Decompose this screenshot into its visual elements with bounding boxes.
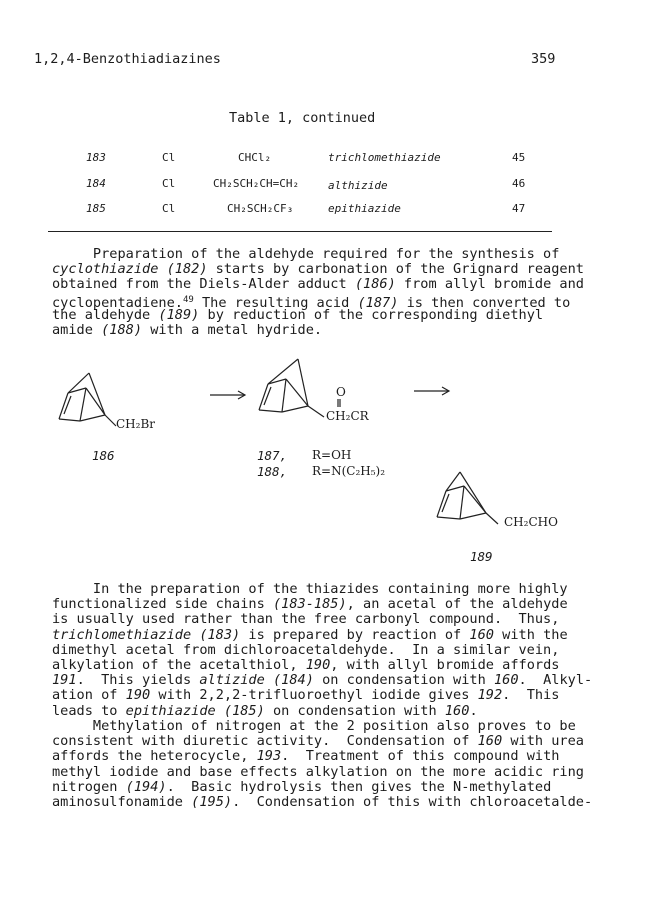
compound-name: epithiazide [328, 202, 401, 215]
text-line: dimethyl acetal from dichloroacetaldehyde. In a similar vein, [52, 641, 560, 658]
text-line: alkylation of the acetalthiol, 190, with allyl bromide affords [52, 656, 560, 673]
paragraph-1 [52, 246, 584, 338]
reaction-arrow-icon [210, 390, 248, 400]
substituent-r: CH₂SCH₂CH=CH₂ [213, 177, 300, 190]
text-line: consistent with diuretic activity. Condensation of 160 with urea [52, 733, 584, 750]
text-line: 191. This yields altizide (184) on condensation with 160. Alkyl- [52, 672, 593, 689]
compound-number: 184 [86, 177, 106, 190]
compound-number: 183 [86, 151, 106, 164]
compound-number: 185 [86, 202, 106, 215]
text-line: trichlomethiazide (183) is prepared by reaction of 160 with the [52, 626, 568, 643]
italic-run: 160 [469, 626, 494, 643]
text-line: Preparation of the aldehyde required for the synthesis of [52, 246, 560, 262]
italic-run: trichlomethiazide (183) [52, 626, 241, 643]
italic-run: 193 [256, 748, 282, 765]
text-line: ation of 190 with 2,2,2-trifluoroethyl iodide gives 192. This [52, 687, 560, 704]
substituent-x: Cl [162, 177, 176, 190]
substituent-187: CH₂CR [326, 409, 369, 423]
italic-run: (195) [191, 793, 233, 810]
compound-label-187: 187, [257, 448, 288, 463]
compound-label-188: 188, [257, 464, 288, 479]
text-line: obtained from the Diels-Alder adduct (186) from allyl bromide and [52, 276, 584, 293]
reference-number: 46 [512, 177, 526, 190]
substituent-x: Cl [162, 202, 176, 215]
text-line: affords the heterocycle, 193. Treatment of this compound with [52, 748, 560, 765]
reference-superscript: 49 [182, 294, 194, 305]
italic-run: cyclothiazide (182) [52, 261, 208, 278]
italic-run: 190 [305, 656, 331, 673]
running-title: 1,2,4-Benzothiadiazines [34, 51, 221, 67]
substituent-186: CH₂Br [116, 417, 156, 431]
text-line: cyclopentadiene.$^{49}$ The resulting acid (187) is then converted to [52, 294, 571, 311]
italic-run: 160 [444, 702, 470, 719]
text-line: the aldehyde (189) by reduction of the corresponding diethyl [52, 306, 544, 323]
carbonyl-oxygen: O [336, 385, 346, 399]
table-bottom-rule [48, 231, 552, 232]
text-line: is usually used rather than the free carbonyl compound. Thus, [52, 611, 560, 628]
text-line: In the preparation of the thiazides containing more highly [52, 581, 568, 597]
italic-run: (194) [125, 778, 167, 795]
italic-run: (187) [357, 294, 399, 311]
text-line: methyl iodide and base effects alkylation on the more acidic ring [52, 763, 584, 780]
compound-name: althizide [328, 179, 388, 192]
table-caption: Table 1, continued [229, 110, 376, 126]
italic-run: epithiazide (185) [125, 702, 265, 719]
page-number: 359 [531, 51, 556, 67]
paragraph-2 [52, 581, 593, 719]
text-line: aminosulfonamide (195). Condensation of this with chloroacetalde- [52, 793, 593, 810]
reference-number: 45 [512, 151, 526, 164]
italic-run: 160 [493, 672, 519, 689]
substituent-r: CH₂SCH₂CF₃ [227, 202, 294, 215]
substituent-r: CHCl₂ [238, 151, 272, 164]
r-group-187: R=OH [312, 448, 352, 462]
italic-run: (186) [354, 276, 396, 293]
text-line: leads to epithiazide (185) on condensation with 160. [52, 702, 478, 719]
text-line: Methylation of nitrogen at the 2 position also proves to be [52, 718, 576, 734]
norbornene-structure-189 [434, 472, 514, 542]
italic-run: (188) [101, 321, 143, 338]
compound-label-189: 189 [470, 549, 493, 564]
r-group-188: R=N(C₂H₅)₂ [312, 464, 386, 478]
italic-run: (189) [158, 306, 200, 323]
text-line: functionalized side chains (183-185), an acetal of the aldehyde [52, 596, 568, 613]
italic-run: 190 [125, 687, 151, 704]
italic-run: 192 [477, 687, 503, 704]
substituent-x: Cl [162, 151, 176, 164]
reaction-arrow-icon [414, 386, 452, 396]
italic-run: 191 [52, 672, 77, 689]
paragraph-3 [52, 718, 593, 810]
text-line: amide (188) with a metal hydride. [52, 321, 323, 338]
italic-run: altizide (184) [199, 672, 314, 689]
compound-name: trichlomethiazide [328, 151, 441, 164]
italic-run: (183-185) [272, 596, 347, 613]
text-line: cyclothiazide (182) starts by carbonation of the Grignard reagent [52, 261, 584, 278]
substituent-189: CH₂CHO [504, 515, 558, 529]
compound-label-186: 186 [92, 448, 115, 463]
reference-number: 47 [512, 202, 526, 215]
italic-run: 160 [477, 733, 503, 750]
text-line: nitrogen (194). Basic hydrolysis then gives the N-methylated [52, 778, 552, 795]
